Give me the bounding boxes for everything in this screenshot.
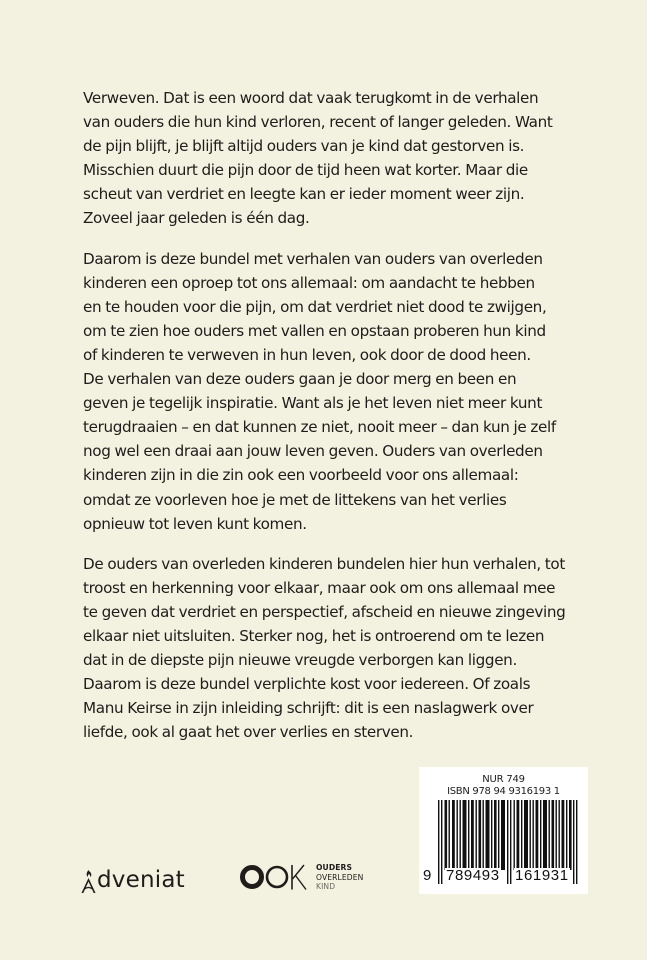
text-line: kinderen een oproep tot ons allemaal: om aandacht te hebben <box>83 273 535 292</box>
barcode-digits-left: 789493 <box>446 867 500 884</box>
adveniat-wordmark: dveniat <box>97 867 185 893</box>
text-line: te geven dat verdriet en perspectief, afscheid en nieuwe zingeving <box>83 602 566 621</box>
adveniat-logo <box>80 860 185 894</box>
text-line: omdat ze voorleven hoe je met de littekens van het verlies <box>83 490 507 509</box>
isbn-label: ISBN 978 94 9316193 1 <box>447 786 560 797</box>
text-line: De verhalen van deze ouders gaan je door merg en been en <box>83 370 517 389</box>
text-line: of kinderen te verweven in hun leven, ook door de dood heen. <box>83 345 531 364</box>
text-line: elkaar niet uitsluiten. Sterker nog, het is ontroerend om te lezen <box>83 626 545 645</box>
text-line: De ouders van overleden kinderen bundelen hier hun verhalen, tot <box>83 554 565 573</box>
ook-line-ouders: OUDERS <box>316 863 353 872</box>
ook-line-kind: KIND <box>316 882 336 891</box>
text-line: kinderen zijn in die zin ook een voorbeeld voor ons allemaal: <box>83 466 519 485</box>
ook-mark <box>240 863 308 891</box>
text-line: Manu Keirse in zijn inleiding schrijft: dit is een naslagwerk over <box>83 699 534 718</box>
text-line: van ouders die hun kind verloren, recent of langer geleden. Want <box>83 113 553 132</box>
barcode-digit-first: 9 <box>423 867 432 884</box>
text-line: om te zien hoe ouders met vallen en opstaan proberen hun kind <box>83 321 546 340</box>
text-line: dat in de diepste pijn nieuwe vreugde verborgen kan liggen. <box>83 651 517 670</box>
ook-tagline <box>316 863 363 892</box>
text-line: en te houden voor die pijn, om dat verdriet niet dood te zwijgen, <box>83 297 547 316</box>
back-cover-blurb <box>83 86 583 760</box>
nur-code: NUR 749 <box>482 774 525 785</box>
text-line: Daarom is deze bundel verplichte kost voor iedereen. Of zoals <box>83 675 531 694</box>
text-line: Daarom is deze bundel met verhalen van ouders van overleden <box>83 249 543 268</box>
text-line: opnieuw tot leven kunt komen. <box>83 514 307 533</box>
ook-line-overleden: OVERLEDEN <box>316 872 364 882</box>
barcode-digits-right: 161931 <box>515 867 569 884</box>
paragraph-3 <box>83 552 583 745</box>
text-line: Verweven. Dat is een woord dat vaak terugkomt in de verhalen <box>83 89 539 107</box>
isbn-barcode <box>419 767 588 894</box>
text-line: liefde, ook al gaat het over verlies en sterven. <box>83 723 414 742</box>
text-line: Misschien duurt die pijn door de tijd heen wat korter. Maar die <box>83 161 528 180</box>
ook-mark-icon <box>240 863 308 891</box>
text-line: nog wel een draai aan jouw leven geven. Ouders van overleden <box>83 442 543 461</box>
adveniat-a-glyph <box>80 866 97 894</box>
flame-icon <box>80 866 97 894</box>
text-line: geven je tegelijk inspiratie. Want als je het leven niet meer kunt <box>83 394 543 413</box>
text-line: de pijn blijft, je blijft altijd ouders van je kind dat gestorven is. <box>83 137 525 156</box>
paragraph-2 <box>83 247 583 536</box>
paragraph-1 <box>83 86 583 231</box>
ook-logo <box>240 863 363 892</box>
text-line: scheut van verdriet en leegte kan er ieder moment weer zijn. <box>83 185 525 204</box>
text-line: Zoveel jaar geleden is één dag. <box>83 209 310 228</box>
text-line: troost en herkenning voor elkaar, maar ook om ons allemaal mee <box>83 578 556 597</box>
text-line: terugdraaien – en dat kunnen ze niet, nooit meer – dan kun je zelf <box>83 418 556 437</box>
